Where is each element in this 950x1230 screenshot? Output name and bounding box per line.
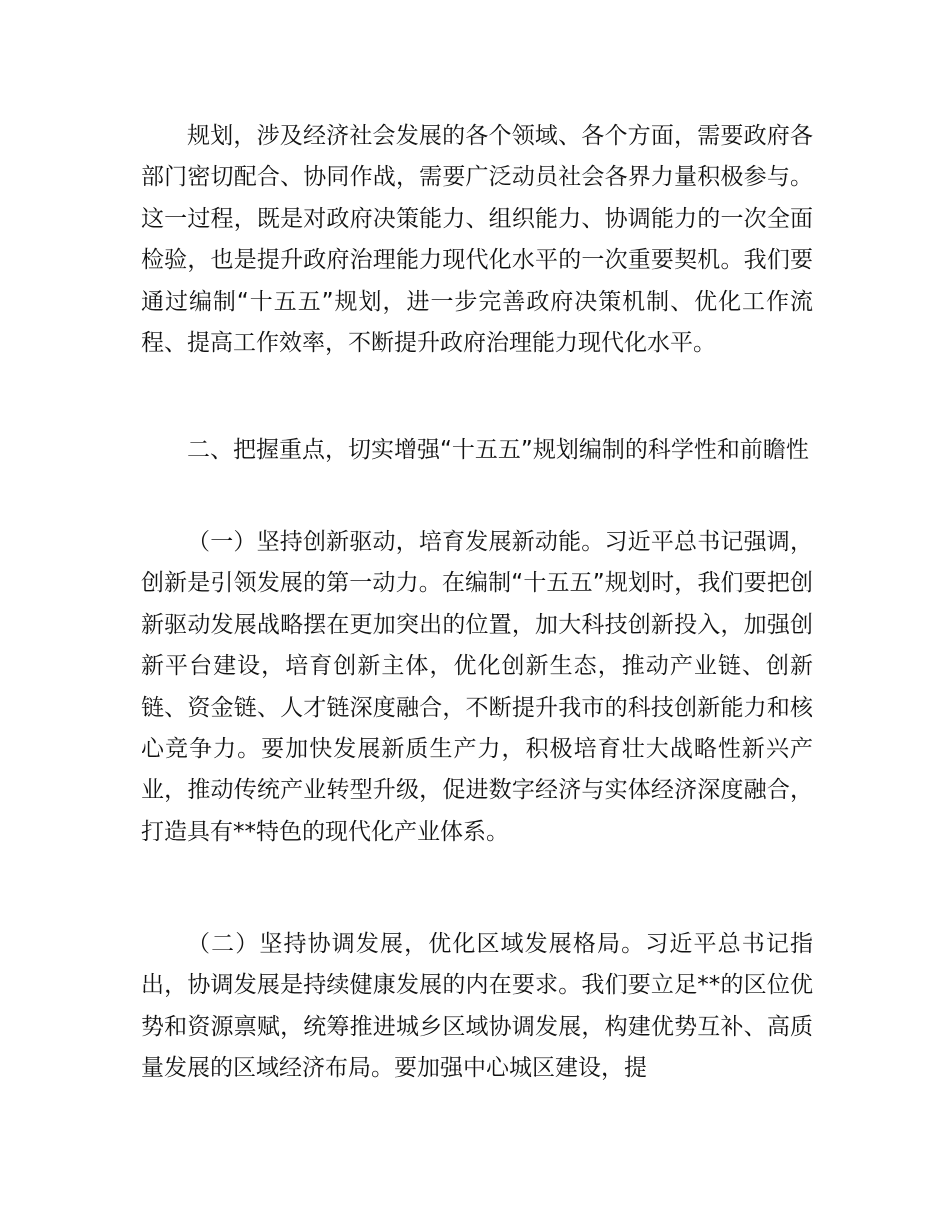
paragraph-planning-continuation (141, 116, 813, 364)
paragraph-innovation (141, 522, 813, 853)
paragraph-text: 规划，涉及经济社会发展的各个领域、各个方面，需要政府各部门密切配合、协同作战，需要广泛动员社会各界力量积极参与。这一过程，既是对政府决策能力、组织能力、协调能力的一次全面检验，也是提升政府治理能力现代化水平的一次重要契机。我们要通过编制“十五五”规划，进一步完善政府决策机制、优化工作流程、提高工作效率，不断提升政府治理能力现代化水平。 (141, 123, 813, 357)
paragraph-text: （一）坚持创新驱动，培育发展新动能。习近平总书记强调，创新是引领发展的第一动力。在编制“十五五”规划时，我们要把创新驱动发展战略摆在更加突出的位置，加大科技创新投入，加强创新平台建设，培育创新主体，优化创新生态，推动产业链、创新链、资金链、人才链深度融合，不断提升我市的科技创新能力和核心竞争力。要加快发展新质生产力，积极培育壮大战略性新兴产业，推动传统产业转型升级，促进数字经济与实体经济深度融合，打造具有**特色的现代化产业体系。 (141, 529, 813, 845)
section-heading-text: 二、把握重点，切实增强“十五五”规划编制的科学性和前瞻性 (187, 437, 809, 463)
paragraph-coordination (141, 924, 813, 1090)
section-heading-two (141, 430, 813, 471)
paragraph-text: （二）坚持协调发展，优化区域发展格局。习近平总书记指出，协调发展是持续健康发展的内在要求。我们要立足**的区位优势和资源禀赋，统筹推进城乡区域协调发展，构建优势互补、高质量发展的区域经济布局。要加强中心城区建设，提 (141, 931, 813, 1082)
